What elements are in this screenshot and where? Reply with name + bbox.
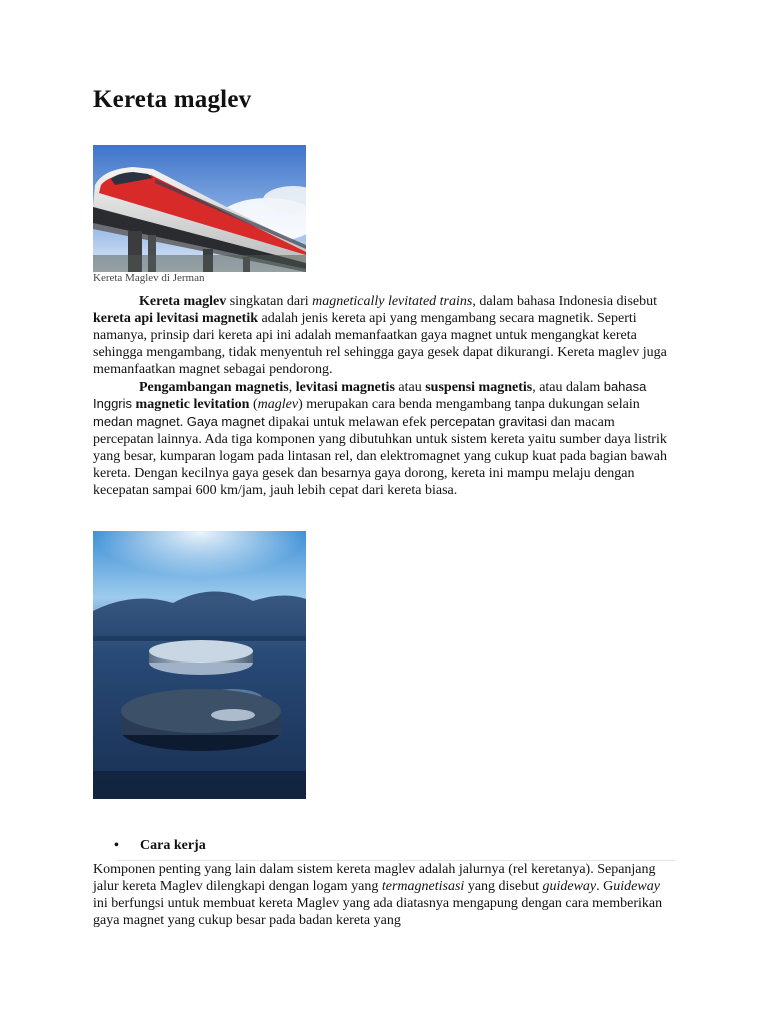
figure-caption: Kereta Maglev di Jerman bbox=[93, 272, 205, 284]
bold-term: levitasi magnetis bbox=[295, 379, 395, 395]
body-paragraphs bbox=[93, 294, 678, 500]
section-heading-text: Cara kerja bbox=[140, 838, 206, 853]
paragraph-levitation: Pengambangan magnetis, levitasi magnetis atau suspensi magnetis, atau dalam bahasa Inggris magnetic levitation (maglev) merupakan cara benda mengambang tanpa dukungan selain medan magnet. Gaya magnet dipakai untuk melawan efek percepatan gravitasi dan macam percepatan lainnya. Ada tiga komponen yang dibutuhkan untuk sistem kereta yaitu sumber daya listrik yang besar, kumparan logam pada lintasan rel, dan elektromagnet yang cukup kuat pada bagian bawah kereta. Dengan kecilnya gaya gesek dan besarnya gaya dorong, kereta ini mampu melaju dengan kecepatan sampai 600 km/jam, jauh lebih cepat dari kereta biasa. bbox=[93, 378, 668, 498]
bullet-icon: • bbox=[114, 838, 119, 853]
maglev-train-photo bbox=[93, 145, 306, 272]
paragraph-intro: Kereta maglev singkatan dari magnetically levitated trains, dalam bahasa Indonesia disebut kereta api levitasi magnetik adalah jenis kereta api yang mengambang secara magnetik. Seperti namanya, prinsip dari kereta api ini adalah memanfaatkan gaya magnet untuk mengangkat kereta sehingga mengambang, tidak menyentuh rel sehingga gaya gesek dapat dikurangi. Kereta maglev juga memanfaatkan magnet sebagai pendorong. bbox=[93, 294, 667, 377]
italic-term: termagnetisasi bbox=[381, 878, 465, 894]
italic-term: uideway bbox=[613, 878, 660, 894]
italic-term: magnetically levitated trains bbox=[312, 294, 473, 309]
link-bahasa-inggris[interactable]: bahasa Inggris bbox=[93, 378, 647, 412]
levitating-magnet-photo bbox=[93, 531, 306, 799]
link-gaya-magnet[interactable]: Gaya magnet bbox=[186, 414, 265, 430]
italic-term: guideway bbox=[542, 878, 597, 894]
divider bbox=[116, 860, 676, 861]
bold-term: Pengambangan magnetis bbox=[139, 379, 289, 395]
italic-term: maglev bbox=[257, 397, 299, 413]
bold-term: kereta api levitasi magnetik bbox=[93, 310, 259, 326]
page-title: Kereta maglev bbox=[93, 86, 252, 113]
bold-term: suspensi magnetis bbox=[425, 379, 533, 395]
section-heading-cara-kerja bbox=[114, 838, 206, 854]
bold-term: Kereta maglev bbox=[139, 294, 227, 309]
paragraph-guideway: Komponen penting yang lain dalam sistem kereta maglev adalah jalurnya (rel keretanya). Sepanjang jalur kereta Maglev dilengkapi dengan logam yang termagnetisasi yang disebut guideway. Guideway ini berfungsi untuk membuat kereta Maglev yang ada diatasnya mengapung dengan cara memberikan gaya magnet yang cukup besar pada badan kereta yang bbox=[93, 862, 663, 928]
link-medan-magnet[interactable]: medan magnet bbox=[93, 414, 180, 430]
bold-term: magnetic levitation bbox=[135, 397, 250, 413]
link-percepatan-gravitasi[interactable]: percepatan gravitasi bbox=[430, 414, 548, 430]
